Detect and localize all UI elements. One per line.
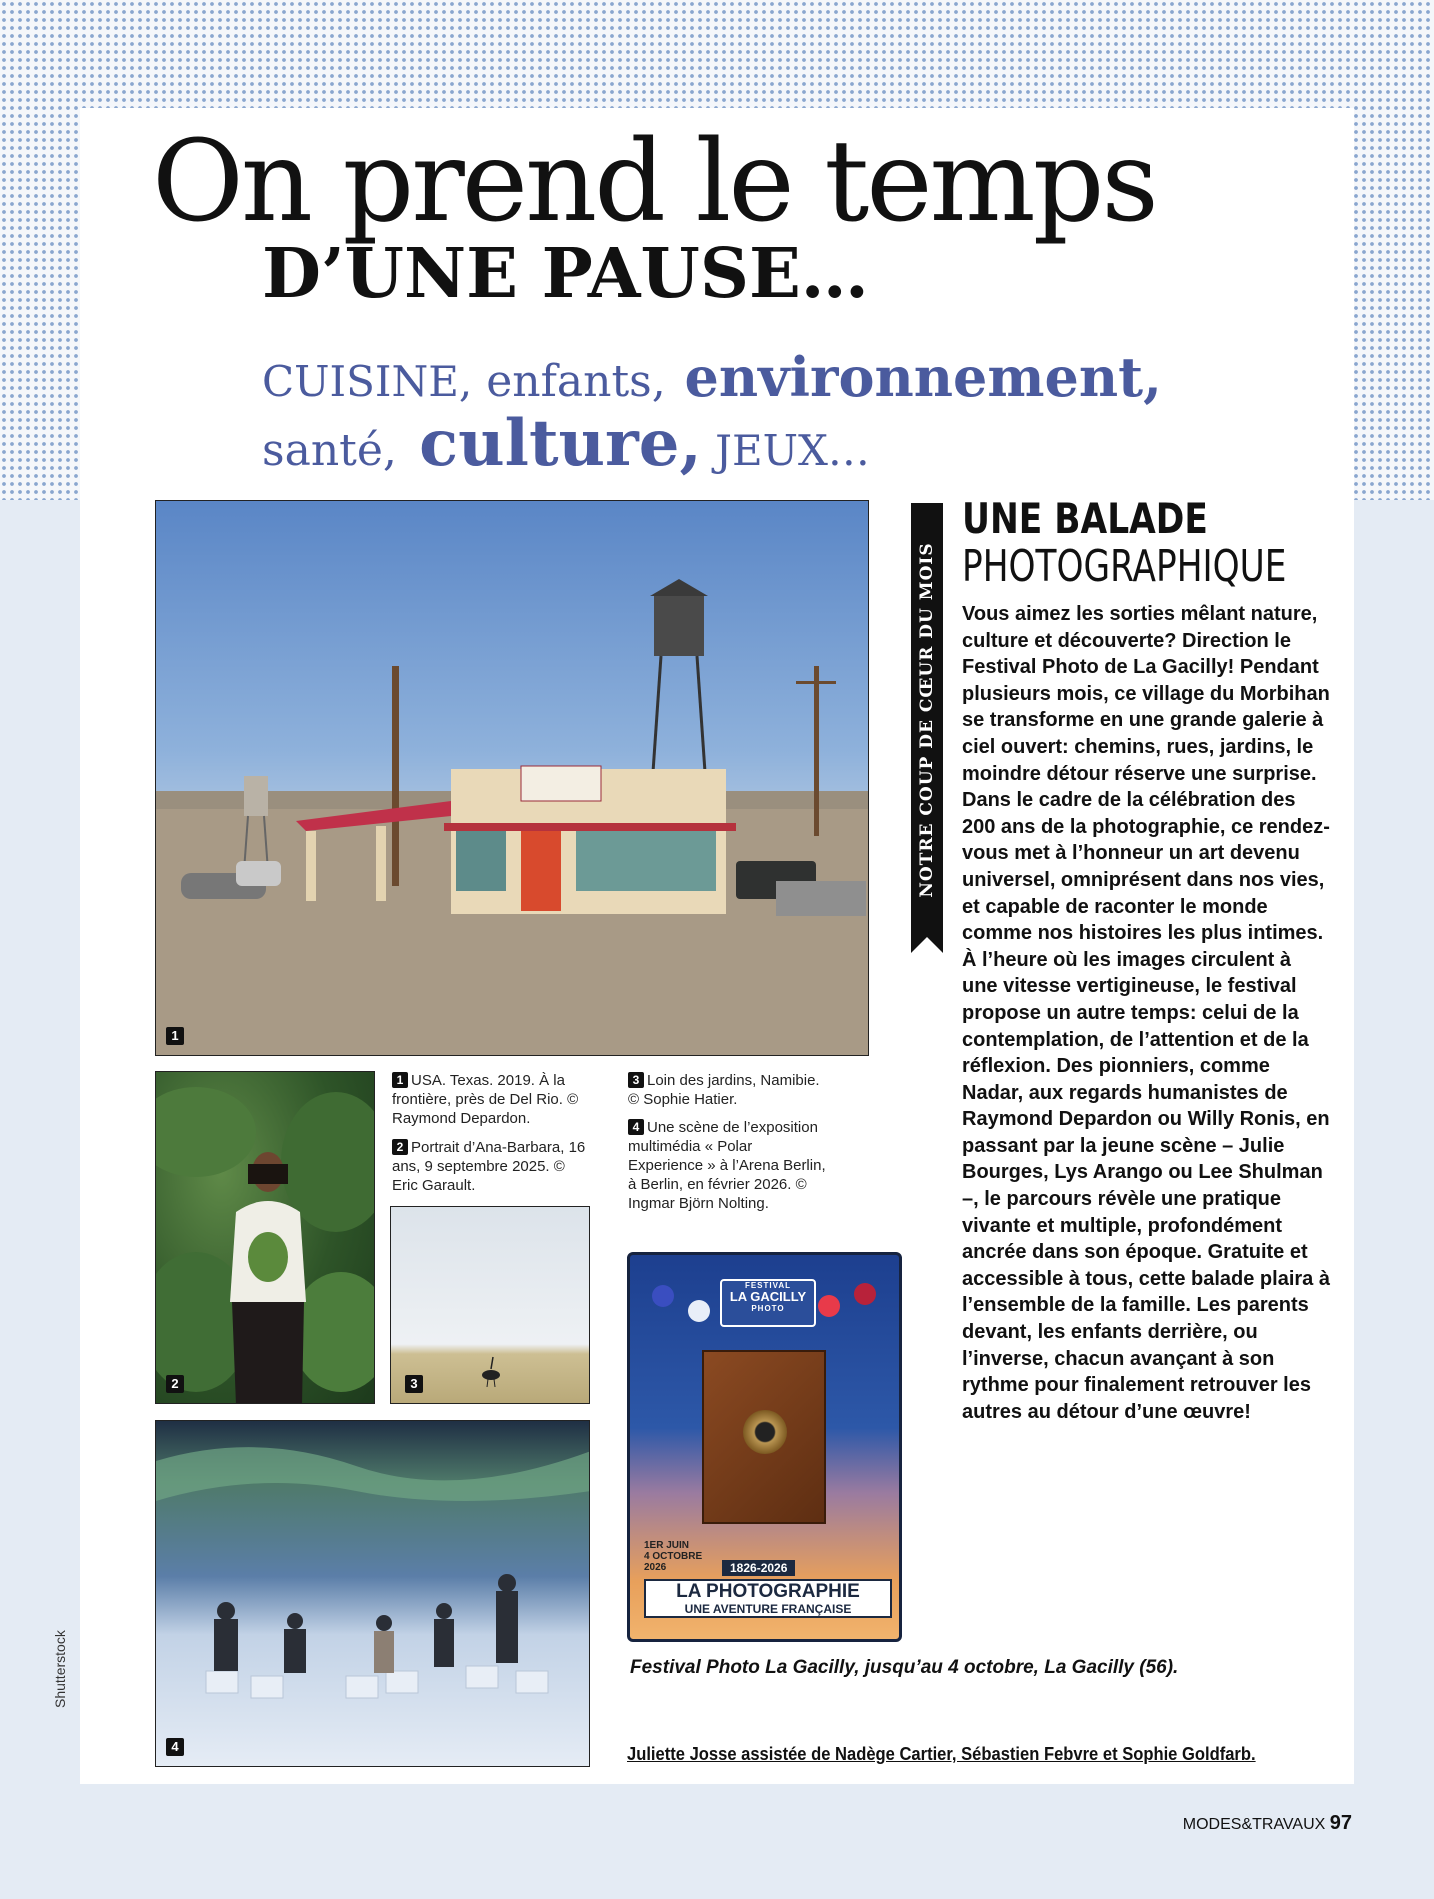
sub-culture: culture,	[396, 406, 702, 481]
sub-environnement: environnement,	[665, 345, 1162, 409]
caption-number-2: 2	[392, 1139, 408, 1155]
caption-4	[628, 1118, 828, 1213]
sub-enfants: enfants,	[472, 356, 666, 407]
poster-badge	[720, 1279, 816, 1327]
sub-jeux: JEUX…	[701, 426, 870, 475]
photo-number-2: 2	[166, 1375, 184, 1393]
poster-badge-bottom: PHOTO	[751, 1304, 785, 1313]
caption-1	[392, 1071, 592, 1128]
photo-polar-illustration	[156, 1421, 590, 1767]
caption-number-3: 3	[628, 1072, 644, 1088]
light-bulb	[854, 1283, 876, 1305]
poster-dates: 1ER JUIN 4 OCTOBRE 2026	[644, 1540, 703, 1573]
light-bulb	[688, 1300, 710, 1322]
caption-4-text: Une scène de l’exposition multimédia « Polar Experience » à l’Arena Berlin, à Berlin, en février 2026. © Ingmar Björn Nolting.	[628, 1119, 826, 1212]
subheading-line2	[262, 406, 870, 481]
poster-title: LA PHOTOGRAPHIE	[676, 1581, 860, 1602]
photo-portrait	[155, 1071, 375, 1404]
magazine-name: MODES&TRAVAUX	[1182, 1816, 1330, 1833]
poster-title-box	[644, 1579, 892, 1618]
festival-info: Festival Photo La Gacilly, jusqu’au 4 octobre, La Gacilly (56).	[630, 1657, 1179, 1678]
sub-cuisine: CUISINE,	[262, 357, 473, 406]
sub-sante: santé,	[262, 425, 397, 476]
light-bulb	[652, 1285, 674, 1307]
subheading-line1	[262, 345, 1162, 409]
photo-texas-cafe	[155, 500, 869, 1056]
page-footer	[1183, 1812, 1352, 1835]
page-number: 97	[1329, 1812, 1352, 1834]
photo-namibia	[390, 1206, 590, 1404]
photo-polar-experience	[155, 1420, 590, 1767]
photo-portrait-illustration	[156, 1072, 375, 1404]
photo-number-1: 1	[166, 1027, 184, 1045]
caption-1-text: USA. Texas. 2019. À la frontière, près de Del Rio. © Raymond Depardon.	[392, 1072, 579, 1127]
photo-number-3: 3	[405, 1375, 423, 1393]
caption-2-text: Portrait d’Ana-Barbara, 16 ans, 9 septembre 2025. © Eric Garault.	[392, 1139, 586, 1194]
poster-years: 1826-2026	[722, 1560, 795, 1576]
poster-badge-name: LA GACILLY	[729, 1289, 807, 1304]
vertical-banner	[911, 503, 943, 937]
article-body-text: Vous aimez les sorties mêlant nature, culture et découverte? Direction le Festival Photo de La Gacilly! Pendant plusieurs mois, ce village du Morbihan se transforme en une grande galerie à ciel ouvert: chemins, rues, jardins, le moindre détour réserve une surprise. Dans le cadre de la célébration des 200 ans de la photographie, ce rendez-vous met à l’honneur un art devenu universel, omniprésent dans nos vies, et capable de raconter le monde comme nos histoires les plus intimes. À l’heure où les images circulent à une vitesse vertigineuse, le festival propose un autre temps: celui de la contemplation, de l’attention et de la réflexion. Des pionniers, comme Nadar, aux regards humanistes de Raymond Depardon ou Willy Ronis, en passant par la jeune scène – Julie Bourges, Lys Arango ou Lee Shulman –, le parcours révèle une pratique vivante et multiple, profondément ancrée dans son époque. Gratuite et accessible à tous, cette balade plaira à l’ensemble de la famille. Les parents devant, les enfants derrière, ou l’inverse, chacun avançant à son rythme pour finalement retrouver les autres au détour d’une œuvre!	[962, 603, 1330, 1423]
caption-3-text: Loin des jardins, Namibie. © Sophie Hatier.	[628, 1072, 820, 1108]
credits: Juliette Josse assistée de Nadège Cartier, Sébastien Febvre et Sophie Goldfarb.	[627, 1744, 1256, 1764]
poster-badge-top: FESTIVAL	[744, 1281, 792, 1290]
caption-2	[392, 1138, 592, 1195]
light-bulb	[818, 1295, 840, 1317]
headline-line1: On prend le temps	[152, 117, 1156, 247]
photo-texas-cafe-illustration	[156, 501, 869, 1056]
side-credit: Shutterstock	[52, 1630, 68, 1708]
camera-lens	[743, 1410, 787, 1454]
banner-text: NOTRE COUP DE CŒUR DU MOIS	[917, 542, 937, 898]
article-title-line2: PHOTOGRAPHIQUE	[962, 541, 1287, 592]
headline-line2: D’UNE PAUSE…	[262, 234, 869, 314]
caption-number-1: 1	[392, 1072, 408, 1088]
article-title-line1: UNE BALADE	[962, 494, 1208, 543]
poster-subtitle: UNE AVENTURE FRANÇAISE	[684, 1602, 852, 1616]
festival-poster	[627, 1252, 902, 1642]
caption-number-4: 4	[628, 1119, 644, 1135]
caption-3	[628, 1071, 828, 1109]
article-body	[962, 601, 1332, 1425]
photo-number-4: 4	[166, 1738, 184, 1756]
